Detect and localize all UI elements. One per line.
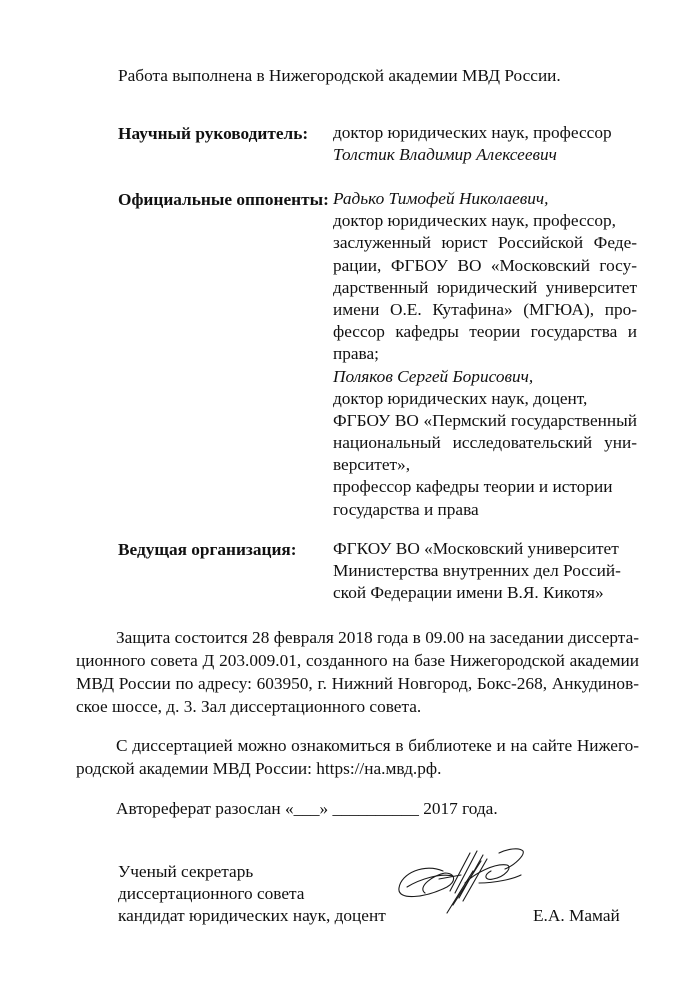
defense-line: ское шоссе, д. 3. Зал диссертационного совета. [76, 697, 422, 716]
opponent-2-line: профессор кафедры теории и истории [333, 477, 613, 497]
opponents-label: Официальные оппоненты: [118, 190, 329, 209]
opponent-2-line: государства и права [333, 499, 479, 519]
opponent-1-line: права; [333, 344, 379, 364]
opponent-1-line: дарственный юридический университет [333, 277, 637, 297]
supervisor-degree: доктор юридических наук, профессор [333, 123, 612, 142]
supervisor-name: Толстик Владимир Алексеевич [333, 145, 557, 165]
supervisor-details [333, 122, 637, 166]
defense-line: МВД России по адресу: 603950, г. Нижний Новгород, Бокс-268, Анкудинов- [76, 674, 639, 693]
opponent-1-line: заслуженный юрист Российской Феде- [333, 233, 637, 253]
abstract-sent-line: Автореферат разослан «___» __________ 2017 года. [116, 799, 498, 818]
opponent-1-line: доктор юридических наук, профессор, [333, 211, 616, 231]
opponent-1-name: Радько Тимофей Николаевич, [333, 189, 549, 208]
secretary-title-line: диссертационного совета [118, 884, 305, 903]
leading-org-line: ской Федерации имени В.Я. Кикотя» [333, 583, 604, 603]
leading-org-line: ФГКОУ ВО «Московский университет [333, 539, 619, 558]
secretary-title-line: кандидат юридических наук, доцент [118, 906, 386, 925]
opponent-2-line: доктор юридических наук, доцент, [333, 388, 588, 408]
library-line: С диссертацией можно ознакомиться в библиотеке и на сайте Нижего- [116, 736, 639, 755]
opponent-2-line: ФГБОУ ВО «Пермский государственный [333, 410, 637, 430]
defense-paragraph [76, 626, 639, 718]
opponent-2-line: национальный исследовательский уни- [333, 433, 637, 453]
secretary-name: Е.А. Мамай [533, 906, 620, 925]
opponent-2-name: Поляков Сергей Борисович, [333, 366, 534, 386]
intro-line: Работа выполнена в Нижегородской академии МВД России. [118, 66, 561, 85]
opponent-2-line: верситет», [333, 455, 411, 475]
leading-org-details [333, 538, 637, 605]
library-line: родской академии МВД России: https://на.мвд.рф. [76, 759, 442, 778]
leading-org-line: Министерства внутренних дел Россий- [333, 561, 621, 581]
defense-line: Защита состоится 28 февраля 2018 года в 09.00 на заседании диссерта- [116, 628, 639, 647]
library-paragraph [76, 734, 639, 780]
opponents-details [333, 188, 637, 521]
opponent-1-line: имени О.Е. Кутафина» (МГЮА), про- [333, 299, 637, 319]
supervisor-label: Научный руководитель: [118, 124, 309, 143]
secretary-title-line: Ученый секретарь [118, 862, 254, 881]
opponent-1-line: фессор кафедры теории государства и [333, 322, 637, 342]
leading-org-label: Ведущая организация: [118, 540, 297, 559]
opponent-1-line: рации, ФГБОУ ВО «Московский госу- [333, 255, 637, 275]
defense-line: ционного совета Д 203.009.01, созданного на базе Нижегородской академии [76, 651, 639, 670]
signature-image [395, 843, 525, 918]
